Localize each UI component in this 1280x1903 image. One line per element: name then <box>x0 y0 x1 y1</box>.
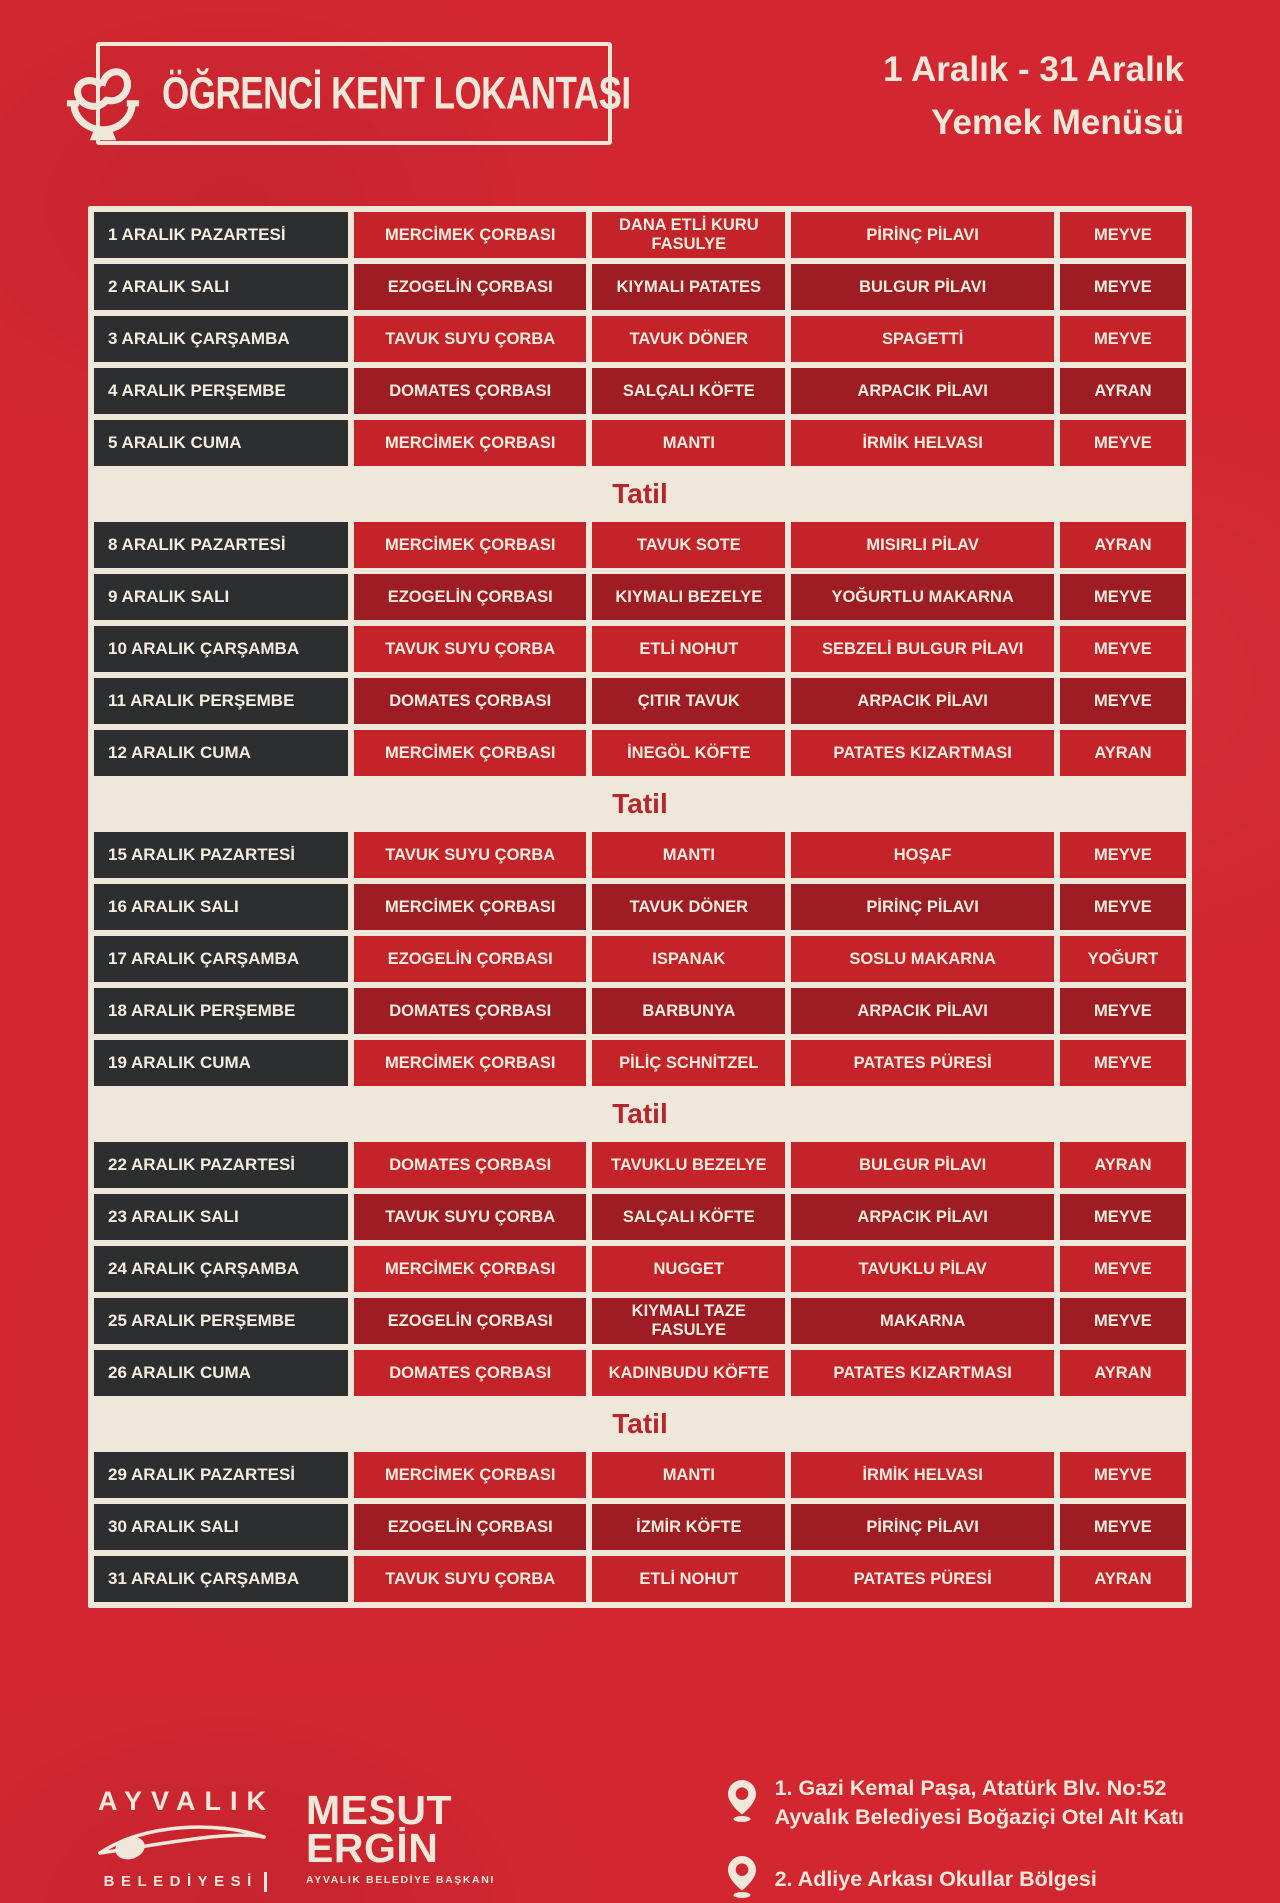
menu-extra-cell: AYRAN <box>1060 730 1186 776</box>
menu-extra-cell: MEYVE <box>1060 832 1186 878</box>
menu-row <box>94 832 1186 878</box>
menu-extra-cell: MEYVE <box>1060 1452 1186 1498</box>
menu-side-cell: MAKARNA <box>791 1298 1053 1344</box>
menu-side-cell: SEBZELİ BULGUR PİLAVI <box>791 626 1053 672</box>
menu-date-cell: 18 ARALIK PERŞEMBE <box>94 988 348 1034</box>
holiday-row: Tatil <box>612 478 668 509</box>
logo-bar <box>264 1872 267 1892</box>
menu-row <box>94 368 1186 414</box>
menu-row <box>94 574 1186 620</box>
menu-date-cell: 2 ARALIK SALI <box>94 264 348 310</box>
menu-side-cell: PATATES KIZARTMASI <box>791 730 1053 776</box>
menu-extra-cell: MEYVE <box>1060 316 1186 362</box>
menu-soup-cell: MERCİMEK ÇORBASI <box>354 522 586 568</box>
menu-side-cell: PİRİNÇ PİLAVI <box>791 884 1053 930</box>
menu-extra-cell: MEYVE <box>1060 574 1186 620</box>
menu-extra-cell: MEYVE <box>1060 1504 1186 1550</box>
menu-extra-cell: MEYVE <box>1060 420 1186 466</box>
menu-date-cell: 15 ARALIK PAZARTESİ <box>94 832 348 878</box>
menu-row <box>94 212 1186 258</box>
menu-main-cell: PİLİÇ SCHNİTZEL <box>592 1040 785 1086</box>
menu-side-cell: HOŞAF <box>791 832 1053 878</box>
location-text <box>775 1865 1097 1894</box>
menu-soup-cell: MERCİMEK ÇORBASI <box>354 884 586 930</box>
menu-soup-cell: TAVUK SUYU ÇORBA <box>354 316 586 362</box>
menu-extra-cell: MEYVE <box>1060 884 1186 930</box>
menu-soup-cell: EZOGELİN ÇORBASI <box>354 1298 586 1344</box>
menu-side-cell: ARPACIK PİLAVI <box>791 988 1053 1034</box>
menu-soup-cell: TAVUK SUYU ÇORBA <box>354 832 586 878</box>
menu-soup-cell: MERCİMEK ÇORBASI <box>354 420 586 466</box>
menu-side-cell: PATATES PÜRESİ <box>791 1040 1053 1086</box>
ayvalik-olive-wave-icon <box>96 1817 268 1868</box>
menu-main-cell: ETLİ NOHUT <box>592 626 785 672</box>
mayor-first-name: MESUT <box>306 1786 452 1833</box>
menu-main-cell: BARBUNYA <box>592 988 785 1034</box>
menu-row <box>94 1040 1186 1086</box>
menu-side-cell: BULGUR PİLAVI <box>791 264 1053 310</box>
menu-extra-cell: MEYVE <box>1060 988 1186 1034</box>
menu-side-cell: PİRİNÇ PİLAVI <box>791 212 1053 258</box>
menu-row <box>94 884 1186 930</box>
menu-extra-cell: MEYVE <box>1060 1194 1186 1240</box>
menu-main-cell: ÇITIR TAVUK <box>592 678 785 724</box>
menu-side-cell: PATATES KIZARTMASI <box>791 1350 1053 1396</box>
holiday-row: Tatil <box>612 1408 668 1439</box>
menu-side-cell: ARPACIK PİLAVI <box>791 368 1053 414</box>
menu-extra-cell: YOĞURT <box>1060 936 1186 982</box>
location-item <box>727 1856 1184 1903</box>
menu-date-cell: 12 ARALIK CUMA <box>94 730 348 776</box>
menu-soup-cell: TAVUK SUYU ÇORBA <box>354 1556 586 1602</box>
locations <box>727 1774 1184 1903</box>
menu-extra-cell: AYRAN <box>1060 1350 1186 1396</box>
menu-row <box>94 264 1186 310</box>
menu-main-cell: TAVUK DÖNER <box>592 884 785 930</box>
municipality-subname-label: BELEDİYESİ <box>103 1873 258 1891</box>
menu-soup-cell: TAVUK SUYU ÇORBA <box>354 1194 586 1240</box>
restaurant-title-box <box>96 42 631 145</box>
menu-soup-cell: DOMATES ÇORBASI <box>354 1142 586 1188</box>
location-item <box>727 1774 1184 1832</box>
menu-soup-cell: MERCİMEK ÇORBASI <box>354 1452 586 1498</box>
menu-soup-cell: EZOGELİN ÇORBASI <box>354 1504 586 1550</box>
menu-main-cell: KADINBUDU KÖFTE <box>592 1350 785 1396</box>
menu-subtitle: Yemek Menüsü <box>931 102 1184 142</box>
menu-date-cell: 10 ARALIK ÇARŞAMBA <box>94 626 348 672</box>
menu-date-cell: 26 ARALIK CUMA <box>94 1350 348 1396</box>
menu-side-cell: BULGUR PİLAVI <box>791 1142 1053 1188</box>
menu-row <box>94 1246 1186 1292</box>
menu-row <box>94 988 1186 1034</box>
menu-date-cell: 3 ARALIK ÇARŞAMBA <box>94 316 348 362</box>
menu-row <box>94 730 1186 776</box>
menu-date-cell: 16 ARALIK SALI <box>94 884 348 930</box>
menu-main-cell: KIYMALI BEZELYE <box>592 574 785 620</box>
menu-extra-cell: MEYVE <box>1060 1246 1186 1292</box>
holiday-row: Tatil <box>612 788 668 819</box>
menu-date-cell: 11 ARALIK PERŞEMBE <box>94 678 348 724</box>
menu-date-cell: 8 ARALIK PAZARTESİ <box>94 522 348 568</box>
menu-main-cell: TAVUK SOTE <box>592 522 785 568</box>
menu-period <box>883 44 1184 149</box>
footer <box>0 1774 1280 1903</box>
menu-extra-cell: MEYVE <box>1060 1040 1186 1086</box>
municipality-name: AYVALIK <box>97 1785 276 1816</box>
menu-main-cell: MANTI <box>592 1452 785 1498</box>
menu-row <box>94 316 1186 362</box>
menu-table <box>88 206 1192 1608</box>
location-text <box>775 1774 1184 1832</box>
menu-extra-cell: MEYVE <box>1060 212 1186 258</box>
menu-side-cell: SOSLU MAKARNA <box>791 936 1053 982</box>
menu-row <box>94 1298 1186 1344</box>
menu-main-cell: ETLİ NOHUT <box>592 1556 785 1602</box>
menu-extra-cell: MEYVE <box>1060 1298 1186 1344</box>
menu-main-cell: MANTI <box>592 420 785 466</box>
menu-date-cell: 25 ARALIK PERŞEMBE <box>94 1298 348 1344</box>
mayor-logo <box>306 1786 495 1887</box>
menu-side-cell: ARPACIK PİLAVI <box>791 1194 1053 1240</box>
menu-side-cell: PATATES PÜRESİ <box>791 1556 1053 1602</box>
location-line: Ayvalık Belediyesi Boğaziçi Otel Alt Katı <box>774 1805 1184 1830</box>
menu-main-cell: TAVUK DÖNER <box>592 316 785 362</box>
menu-date-cell: 22 ARALIK PAZARTESİ <box>94 1142 348 1188</box>
menu-soup-cell: MERCİMEK ÇORBASI <box>354 212 586 258</box>
menu-main-cell: KIYMALI TAZE FASULYE <box>592 1298 785 1344</box>
menu-extra-cell: MEYVE <box>1060 264 1186 310</box>
menu-soup-cell: MERCİMEK ÇORBASI <box>354 1040 586 1086</box>
page-title: ÖĞRENCİ KENT LOKANTASI <box>162 67 631 119</box>
map-pin-icon <box>727 1856 757 1903</box>
menu-extra-cell: AYRAN <box>1060 1142 1186 1188</box>
menu-main-cell: NUGGET <box>592 1246 785 1292</box>
menu-extra-cell: AYRAN <box>1060 1556 1186 1602</box>
menu-date-cell: 1 ARALIK PAZARTESİ <box>94 212 348 258</box>
menu-date-range: 1 Aralık - 31 Aralık <box>883 50 1184 89</box>
menu-date-cell: 5 ARALIK CUMA <box>94 420 348 466</box>
menu-row <box>94 936 1186 982</box>
menu-date-cell: 19 ARALIK CUMA <box>94 1040 348 1086</box>
menu-date-cell: 29 ARALIK PAZARTESİ <box>94 1452 348 1498</box>
header <box>0 0 1280 149</box>
menu-soup-cell: EZOGELİN ÇORBASI <box>354 936 586 982</box>
menu-soup-cell: MERCİMEK ÇORBASI <box>354 1246 586 1292</box>
holiday-row: Tatil <box>612 1098 668 1129</box>
menu-row <box>94 522 1186 568</box>
location-line: 2. Adliye Arkası Okullar Bölgesi <box>774 1867 1097 1892</box>
menu-row <box>94 1194 1186 1240</box>
municipality-subname <box>104 1872 267 1892</box>
menu-soup-cell: DOMATES ÇORBASI <box>354 988 586 1034</box>
menu-extra-cell: MEYVE <box>1060 678 1186 724</box>
menu-side-cell: ARPACIK PİLAVI <box>791 678 1053 724</box>
menu-extra-cell: AYRAN <box>1060 522 1186 568</box>
menu-row <box>94 626 1186 672</box>
menu-side-cell: TAVUKLU PİLAV <box>791 1246 1053 1292</box>
menu-main-cell: ISPANAK <box>592 936 785 982</box>
menu-date-cell: 31 ARALIK ÇARŞAMBA <box>94 1556 348 1602</box>
menu-main-cell: DANA ETLİ KURU FASULYE <box>592 212 785 258</box>
municipality-logo <box>96 1785 276 1892</box>
menu-soup-cell: EZOGELİN ÇORBASI <box>354 264 586 310</box>
menu-row <box>94 1556 1186 1602</box>
menu-date-cell: 17 ARALIK ÇARŞAMBA <box>94 936 348 982</box>
menu-soup-cell: EZOGELİN ÇORBASI <box>354 574 586 620</box>
menu-date-cell: 23 ARALIK SALI <box>94 1194 348 1240</box>
menu-extra-cell: MEYVE <box>1060 626 1186 672</box>
menu-extra-cell: AYRAN <box>1060 368 1186 414</box>
menu-date-cell: 4 ARALIK PERŞEMBE <box>94 368 348 414</box>
menu-date-cell: 24 ARALIK ÇARŞAMBA <box>94 1246 348 1292</box>
menu-side-cell: İRMİK HELVASI <box>791 1452 1053 1498</box>
heart-in-bowl-icon <box>66 52 140 149</box>
menu-soup-cell: DOMATES ÇORBASI <box>354 1350 586 1396</box>
map-pin-icon <box>727 1780 757 1827</box>
menu-date-cell: 30 ARALIK SALI <box>94 1504 348 1550</box>
menu-row <box>94 1142 1186 1188</box>
menu-row <box>94 1452 1186 1498</box>
menu-side-cell: SPAGETTİ <box>791 316 1053 362</box>
mayor-title: AYVALIK BELEDİYE BAŞKANI <box>306 1874 495 1887</box>
menu-side-cell: İRMİK HELVASI <box>791 420 1053 466</box>
menu-main-cell: İNEGÖL KÖFTE <box>592 730 785 776</box>
menu-row <box>94 678 1186 724</box>
menu-side-cell: PİRİNÇ PİLAVI <box>791 1504 1053 1550</box>
menu-main-cell: KIYMALI PATATES <box>592 264 785 310</box>
location-line: 1. Gazi Kemal Paşa, Atatürk Blv. No:52 <box>774 1776 1167 1800</box>
menu-main-cell: MANTI <box>592 832 785 878</box>
menu-date-cell: 9 ARALIK SALI <box>94 574 348 620</box>
menu-soup-cell: MERCİMEK ÇORBASI <box>354 730 586 776</box>
menu-row <box>94 1504 1186 1550</box>
menu-soup-cell: DOMATES ÇORBASI <box>354 678 586 724</box>
mayor-last-name: ERGİN <box>306 1825 439 1872</box>
menu-main-cell: SALÇALI KÖFTE <box>592 368 785 414</box>
menu-row <box>94 420 1186 466</box>
menu-side-cell: MISIRLI PİLAV <box>791 522 1053 568</box>
menu-main-cell: TAVUKLU BEZELYE <box>592 1142 785 1188</box>
menu-soup-cell: TAVUK SUYU ÇORBA <box>354 626 586 672</box>
menu-side-cell: YOĞURTLU MAKARNA <box>791 574 1053 620</box>
menu-soup-cell: DOMATES ÇORBASI <box>354 368 586 414</box>
footer-logos <box>96 1786 495 1892</box>
menu-row <box>94 1350 1186 1396</box>
menu-main-cell: SALÇALI KÖFTE <box>592 1194 785 1240</box>
menu-main-cell: İZMİR KÖFTE <box>592 1504 785 1550</box>
